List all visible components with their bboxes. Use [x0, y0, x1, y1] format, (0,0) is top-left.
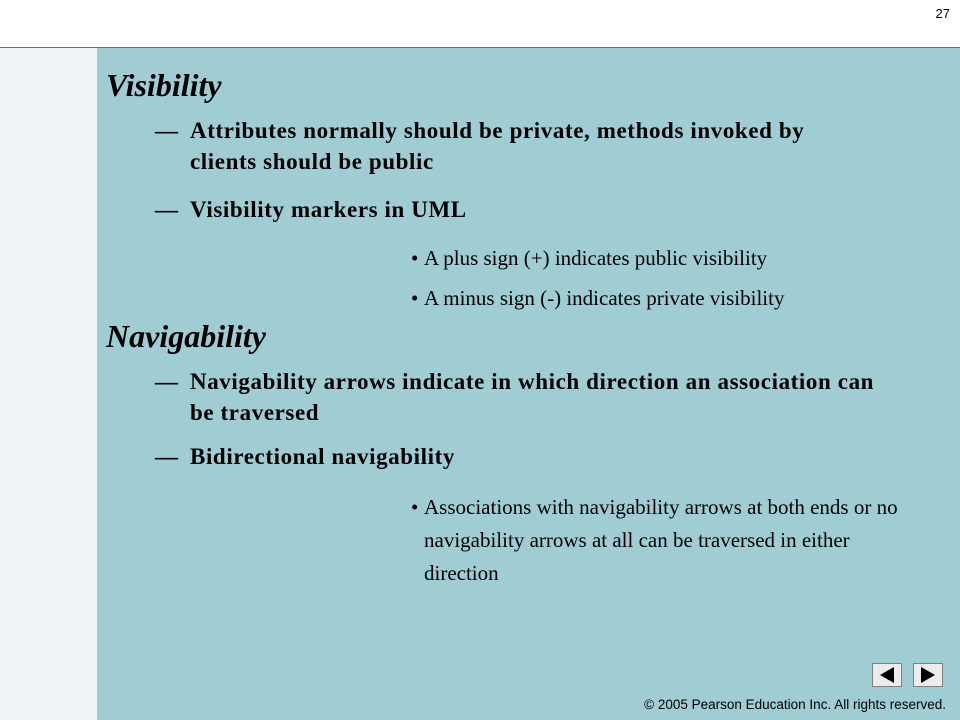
bullet-item-text: A minus sign (-) indicates private visibility — [424, 286, 785, 310]
dash-marker: — — [155, 444, 179, 469]
dash-item — [155, 194, 875, 225]
dash-marker: — — [155, 369, 179, 394]
dash-item-text: Visibility markers in UML — [190, 197, 467, 222]
bullet-item-text: A plus sign (+) indicates public visibility — [424, 246, 768, 270]
bullet-item-text: Associations with navigability arrows at both ends or no navigability arrows at all can be traversed in either direction — [424, 495, 898, 585]
dash-item-text: Navigability arrows indicate in which direction an association can be traversed — [190, 369, 875, 425]
section-heading-visibility: Visibility — [106, 67, 222, 103]
dash-item — [155, 441, 875, 472]
next-slide-button[interactable] — [913, 663, 943, 687]
bullet-item — [411, 491, 916, 590]
right-triangle-icon — [914, 664, 942, 686]
left-margin-strip — [0, 48, 97, 720]
slide-header-bar — [0, 0, 960, 48]
dash-item-text: Attributes normally should be private, methods invoked by clients should be public — [190, 118, 805, 174]
dash-marker: — — [155, 197, 179, 222]
previous-slide-button[interactable] — [872, 663, 902, 687]
left-triangle-icon — [873, 664, 901, 686]
dash-item — [155, 115, 875, 177]
dash-item — [155, 366, 875, 428]
bullet-marker: • — [411, 246, 419, 270]
bullet-marker: • — [411, 495, 419, 519]
dash-item-text: Bidirectional navigability — [190, 444, 456, 469]
bullet-item — [411, 242, 911, 275]
bullet-item — [411, 282, 911, 315]
section-heading-navigability: Navigability — [106, 318, 266, 354]
copyright-footer: © 2005 Pearson Education Inc. All rights reserved. — [644, 697, 946, 712]
bullet-marker: • — [411, 286, 419, 310]
dash-marker: — — [155, 118, 179, 143]
page-number: 27 — [935, 6, 950, 21]
